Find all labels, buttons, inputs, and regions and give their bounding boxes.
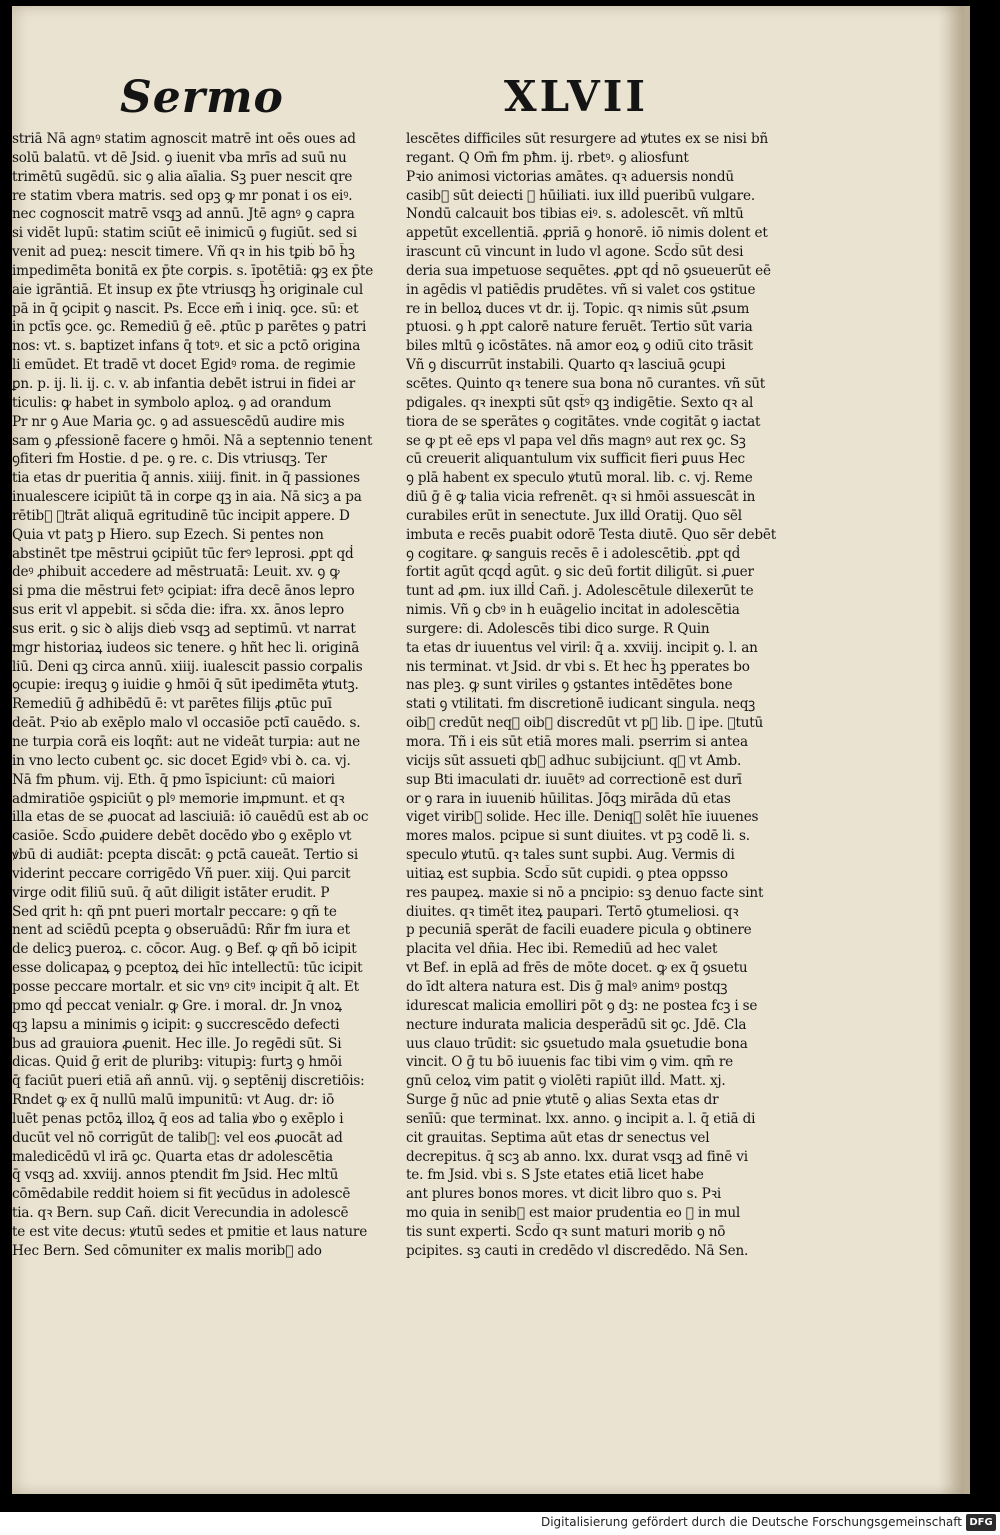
text-line: biles mltū ꝯ icōstātes. nā amor eoꝝ ꝯ odiū cito trāsit	[406, 338, 753, 355]
text-line: ꝯ cogitare. ꝙ sanguis recēs ē i adolescētib᷒. ꝓpt qḋ	[406, 545, 741, 562]
text-line: ant plures bonos mores. vt dicit libro quo s. Pꝛi	[406, 1186, 722, 1203]
text-line: ꝯfiteri fm Hostie. d pe. ꝯ re. c. Dis vtriusqꝫ. Ter	[12, 451, 327, 468]
text-line: p pecuniā sꝑerāt de facili euadere picula ꝯ obtinere	[406, 922, 752, 939]
text-line: in agēdis vl patiēdis prudētes. vñ si valet cos ꝯstitue	[406, 281, 756, 298]
text-line: solū balatū. vt dē Jsid. ꝯ iuenit vba mrīs ad suū nu	[12, 149, 347, 166]
text-line: posse peccare mortalr. et sic vnꝰ citꝰ incipit q̄ alt. Et	[12, 978, 359, 995]
text-line: sam ꝯ ꝓfessionē facere ꝯ hmōi. Nā a septennio tenent	[12, 432, 373, 449]
text-line: re statim vbera matris. sed opꝫ ꝙ mr ponat i os eiꝰ.	[12, 187, 353, 204]
text-line: liū. Deni qꝫ circa annū. xiiij. iualescit passio corꝑalis	[12, 658, 363, 675]
text-line: mora. Tñ i eis sūt etiā mores mali. pserrim si antea	[406, 734, 748, 750]
text-line: deꝰ ꝓhibuit accedere ad mēstruatā: Leuit. xv. ꝯ ꝙ	[12, 564, 340, 581]
text-line: bus ad grauiora ꝓuenit. Hec ille. Jo regēdi sūt. Si	[12, 1035, 342, 1052]
text-line: ta etas dr iuuentus vel viril: q̄ a. xxviij. incipit ꝯ. l. an	[406, 639, 758, 656]
funding-notice: Digitalisierung gefördert durch die Deutsche Forschungsgemeinschaft	[540, 1515, 962, 1529]
text-line: illa etas de se ꝓuocat ad lasciuiā: iō cauēdū est ab oc	[12, 809, 369, 826]
text-line: mo quia in senib᷒ est maior prudentia eo ꝙ in mul	[406, 1205, 741, 1222]
text-line: ducūt vel nō corrigūt de talib᷒: vel eos ꝓuocāt ad	[12, 1129, 343, 1146]
text-column-left	[12, 130, 388, 1261]
text-line: Remediū ḡ adhibēdū ē: vt parētes filijs ꝓtūc puī	[12, 696, 332, 713]
text-line: tis sunt experti. Scd̄o qꝛ sunt maturi morib᷒ ꝯ nō	[406, 1223, 726, 1240]
text-line: viget virib᷒ solide. Hec ille. Deniqꝫ solēt hīe iuuenes	[406, 809, 759, 826]
text-line: necture indurata malicia desperādū sit ꝯc. Jdē. Cla	[406, 1016, 747, 1033]
text-line: nent ad sciēdū pcepta ꝯ obseruādū: Rñr fm iura et	[12, 922, 350, 939]
text-line: nas pleꝫ. ꝙ sunt viriles ꝯ ꝯstantes intēdētes bone	[406, 677, 733, 694]
text-line: luēt penas pctōꝝ illoꝝ q̄ eos ad talia ꝟbo ꝯ exēplo i	[12, 1110, 344, 1127]
text-line: Vñ ꝯ discurrūt instabili. Quarto qꝛ lasciuā ꝯcupi	[406, 357, 726, 374]
text-line: appetūt excellentiā. ꝓpriā ꝯ honorē. iō nimis dolent et	[406, 225, 768, 242]
text-line: casiōe. Scd̄o ꝓuidere debēt docēdo ꝟbo ꝯ exēplo vt	[12, 828, 352, 845]
text-line: diū ḡ ē ꝙ talia vicia refrenēt. qꝛ si hmōi assuescāt in	[406, 489, 756, 506]
text-line: venit ad pueꝝ: nescit timere. Vñ qꝛ in his tꝑib᷒ bō h̄ꝫ	[12, 244, 355, 261]
text-line: te. fm Jsid. vbi s. S Jste etates etiā licet habe	[406, 1167, 704, 1184]
text-line: tia. qꝛ Bern. sup Cañ. dicit Verecundia in adolescē	[12, 1205, 349, 1222]
text-line: Pꝛio animosi victorias amātes. qꝛ aduersis nondū	[406, 168, 734, 185]
text-line: se ꝙ pt eē eps vl papa vel dñs magnꝰ aut rex ꝯc. Sꝫ	[406, 432, 746, 449]
page-edge-shadow	[938, 6, 964, 1494]
text-line: cū creuerit aliquantulum vix sufficit fieri ꝑuus Hec	[406, 451, 745, 468]
text-line: in pctīs ꝯce. ꝯc. Remediū ḡ eē. ꝓtūc p parētes ꝯ patri	[12, 319, 367, 336]
text-line: q̄ vsqꝫ ad. xxviij. annos ptendit fm Jsid. Hec mltū	[12, 1167, 339, 1184]
text-line: sus erit vl appebit. si sc̄da die: ifra. xx. ānos lepro	[12, 602, 345, 619]
text-line: ꝯcupie: irequꝫ ꝯ iuidie ꝯ hmōi q̄ sūt ipedimēta ꝟtutꝫ.	[12, 677, 359, 694]
text-line: ne turpia corā eis loqñt: aut ne videāt turpia: aut ne	[12, 734, 360, 750]
footer-bar	[0, 1512, 1000, 1535]
text-line: ꝟbū di audiāt: pcepta discāt: ꝯ pctā caueāt. Tertio si	[12, 847, 359, 864]
text-line: cit grauitas. Septima aūt etas dr senectus vel	[406, 1129, 710, 1146]
text-line: pmo qḋ peccat venialr. ꝙ Gre. i moral. dr. Jn vnoꝝ	[12, 997, 342, 1014]
text-line: mores malos. pcipue si sunt diuites. vt pꝫ codē li. s.	[406, 828, 750, 845]
text-line: curabiles erūt in senectute. Jux illḋ Oratij. Quo sēl	[406, 507, 742, 524]
text-line: res paupeꝝ. maxie si nō a pncipio: sꝫ denuo facte sint	[406, 884, 764, 901]
text-line: li emūdet. Et tradē vt docet Egidꝰ roma. de regimie	[12, 357, 356, 374]
text-line: gnū celoꝝ vim patit ꝯ violēti rapiūt illḋ. Matt. xj.	[406, 1073, 726, 1090]
text-line: senīū: que terminat. lxx. anno. ꝯ incipit a. l. q̄ etiā di	[406, 1110, 756, 1127]
text-line: si vidēt lupū: statim sciūt eē inimicū ꝯ fugiūt. sed si	[12, 225, 357, 242]
text-line: irascunt cū vincunt in ludo vl agone. Scd̄o sūt desi	[406, 244, 744, 261]
text-line: lescētes difficiles sūt resurgere ad ꝟtutes ex se nisi bñ	[406, 131, 769, 147]
text-line: pdigales. qꝛ inexpti sūt qst̄ꝰ qꝫ indigētie. Sexto qꝛ al	[406, 394, 754, 411]
text-line: in vno lecto cubent ꝯc. sic docet Egidꝰ vbi ꝺ. ca. vj.	[12, 752, 351, 769]
text-line: admiratiōe ꝯspiciūt ꝯ plꝰ memorie imꝓmunt. et qꝛ	[12, 790, 345, 807]
text-line: re in belloꝝ duces vt dr. ij. Topic. qꝛ nimis sūt ꝓsum	[406, 300, 750, 317]
text-line: oib᷒ credūt neqꝫ oib᷒ discredūt vt pꝫ lib. ꝺ ipe. ꝟtutū	[406, 715, 764, 732]
text-line: sup Bti imaculati dr. iuuētꝰ ad correctionē est durī	[406, 771, 742, 788]
text-line: nis terminat. vt Jsid. dr vbi s. Et hec h̄ꝫ pperates bo	[406, 658, 750, 675]
text-line: pā in q̄ ꝯcipit ꝯ nascit. Ps. Ecce em̄ i iniq. ꝯce. sū: et	[12, 300, 359, 317]
text-line: si pma die mēstrui fetꝰ ꝯcipiat: ifra decē ānos lepro	[12, 583, 355, 600]
text-line: nos: vt. s. baptizet infans q̄ totꝰ. et sic a pctō origina	[12, 338, 361, 355]
text-line: Hec Bern. Sed cōmuniter ex malis morib᷒ ado	[12, 1242, 322, 1259]
page-content	[12, 6, 964, 1494]
text-line: rētib᷒ ꝯtrāt aliquā egritudinē tūc incipit appere. D	[12, 507, 350, 524]
text-line: qꝫ lapsu a minimis ꝯ icipit: ꝯ succrescēdo defecti	[12, 1016, 340, 1033]
text-line: inualescere icipiūt tā in corꝑe qꝫ in aia. Nā sicꝫ a pa	[12, 489, 362, 506]
text-line: tunt ad ꝓm. iux illḋ Cañ. j. Adolescētule dilexerūt te	[406, 583, 754, 600]
text-line: regant. Q Om̄ fm pħm. ij. rbetꝰ. ꝯ aliosfunt	[406, 149, 689, 166]
text-line: deāt. Pꝛio ab exēplo malo vl occasiōe pctī cauēdo. s.	[12, 715, 361, 732]
text-line: mgr historiaꝝ iudeos sic tenere. ꝯ hñt hec li. originā	[12, 639, 360, 656]
text-line: ticulis: ꝙ habet in symbolo aploꝝ. ꝯ ad orandum	[12, 394, 332, 411]
text-line: speculo ꝟtutū. qꝛ tales sunt supbi. Aug. Vermis di	[406, 847, 735, 864]
text-line: ptuosi. ꝯ h ꝓpt calorē nature feruēt. Tertio sūt varia	[406, 319, 753, 336]
text-line: Surge ḡ nūc ad pnie ꝟtutē ꝯ alias Sexta etas dr	[406, 1092, 719, 1109]
text-line: diuites. qꝛ timēt iteꝝ paupari. Tertō ꝯtumeliosi. qꝛ	[406, 903, 739, 920]
text-column-right	[406, 130, 778, 1261]
text-line: fortit agūt qcqḋ agūt. ꝯ sic deū fortit diligūt. si ꝓuer	[406, 564, 754, 581]
text-line: Pr nr ꝯ Aue Maria ꝯc. ꝯ ad assuescēdū audire mis	[12, 413, 345, 430]
running-head-left: Sermo	[120, 72, 284, 123]
text-line: or ꝯ rara in iuuenib᷒ hūilitas. Jōqꝫ mirāda dū etas	[406, 790, 731, 807]
text-line: decrepitus. q̄ scꝫ ab anno. lxx. durat vsqꝫ ad finē vi	[406, 1148, 748, 1165]
dfg-logo: DFG	[966, 1514, 996, 1531]
text-line: vincit. O ḡ tu bō iuuenis fac tibi vim ꝯ vim. qm̄ re	[406, 1054, 733, 1071]
text-line: tia etas dr pueritia q̄ annis. xiiij. finit. in q̄ passiones	[12, 470, 360, 487]
text-line: q̄ faciūt pueri etiā añ annū. vij. ꝯ septēnij discretiōis:	[12, 1073, 365, 1090]
text-line: nec cognoscit matrē vsqꝫ ad annū. Jtē agnꝰ ꝯ capra	[12, 206, 355, 223]
text-line: Nondū calcauit bos tibias eiꝰ. s. adolescēt. vñ mltū	[406, 206, 744, 223]
text-line: uitiaꝝ est supbia. Scd̄o sūt cupidi. ꝯ ptea oppsso	[406, 865, 728, 882]
text-line: sus erit. ꝯ sic ꝺ alijs dieb᷒ vsqꝫ ad septimū. vt narrat	[12, 620, 356, 637]
text-line: virge odit filiū suū. q̄ aūt diligit istāter erudit. P	[12, 884, 330, 901]
book-page	[12, 6, 970, 1494]
text-line: nimis. Vñ ꝯ cbꝰ in h euāgelio incitat in adolescētia	[406, 602, 740, 619]
text-line: esse dolicapaꝝ ꝯ pceptoꝝ dei hīc intellectū: tūc icipit	[12, 960, 363, 977]
text-line: stati ꝯ vtilitati. fm discretionē iudicant singula. neqꝫ	[406, 696, 756, 713]
text-line: uus clauo trūdit: sic ꝯsuetudo mala ꝯsuetudie bona	[406, 1035, 748, 1052]
text-line: te est vite decus: ꝟtutū sedes et pmitie et laus nature	[12, 1223, 368, 1240]
text-line: dicas. Quid ḡ erit de pluribꝫ: vitupiꝫ: furtꝫ ꝯ hmōi	[12, 1054, 342, 1071]
text-line: imbuta e recēs ꝑuabit odorē Testa diutē. Quo sēr debēt	[406, 526, 776, 543]
text-line: pcipites. sꝫ cauti in credēdo vl discredēdo. Nā Sen.	[406, 1242, 749, 1259]
text-line: do īdt altera natura est. Dis ḡ malꝰ animꝰ postqꝫ	[406, 978, 728, 995]
text-line: placita vel dñia. Hec ibi. Remediū ad hec valet	[406, 941, 718, 958]
text-line: trimētū sugēdū. sic ꝯ alia aīalia. Sꝫ puer nescit qre	[12, 168, 353, 185]
text-line: surgere: di. Adolescēs tibi dico surge. R Quin	[406, 620, 710, 637]
text-line: viderint peccare corrigēdo Vñ puer. xiij. Qui parcit	[12, 865, 351, 882]
text-line: ꝯ plā habent ex speculo ꝟtutū moral. lib. c. vj. Reme	[406, 470, 753, 487]
text-line: vicijs sūt assueti qb᷒ adhuc subijciunt. qꝛ vt Amb.	[406, 752, 742, 769]
text-line: ꝑn. p. ij. li. ij. c. v. ab infantia debēt istrui in fidei ar	[12, 375, 356, 392]
text-line: Nā fm pħum. vij. Eth. q̄ pmo īspiciunt: cū maiori	[12, 771, 335, 788]
text-line: cōmēdabile reddit hoiem si fit ꝟecūdus in adolescē	[12, 1186, 351, 1203]
folio-number: XLVII	[504, 72, 649, 121]
text-line: deria sua impetuose sequētes. ꝓpt qḋ nō ꝯsueuerūt eē	[406, 262, 771, 279]
text-line: scētes. Quinto qꝛ tenere sua bona nō curantes. vñ sūt	[406, 375, 766, 392]
text-line: de delicꝫ pueroꝝ. c. cōcor. Aug. ꝯ Bef. ꝙ qñ bō icipit	[12, 941, 357, 958]
text-line: maledicēdū vl irā ꝯc. Quarta etas dr adolescētia	[12, 1148, 333, 1165]
text-line: impedimēta bonitā ex p̄te corꝑis. s. īpotētiā: ꝙꝫ ex p̄te	[12, 262, 374, 279]
text-line: casib᷒ sūt deiecti ꝯ hūiliati. iux illḋ pueribū vulgare.	[406, 187, 755, 204]
text-line: vt Bef. in eplā ad frēs de mōte docet. ꝙ ex q̄ ꝯsuetu	[406, 960, 748, 977]
text-line: Rndet ꝙ ex q̄ nullū malū impunitū: vt Aug. dr: iō	[12, 1092, 335, 1109]
text-line: Sed qrit h: qñ pnt pueri mortalr peccare: ꝯ qñ te	[12, 903, 337, 920]
text-line: idurescat malicia emolliri pōt ꝯ dꝫ: ne postea fcꝫ i se	[406, 997, 758, 1014]
text-line: abstinēt tpe mēstrui ꝯcipiūt tūc ferꝰ leprosi. ꝓpt qḋ	[12, 545, 354, 562]
text-line: aie igrāntiā. Et insup ex p̄te vtriusqꝫ h̄ꝫ originale cul	[12, 281, 363, 298]
text-line: tiora de se sꝑerātes ꝯ cogitātes. vnde cogitāt ꝯ iactat	[406, 413, 761, 430]
text-line: striā Nā agnꝰ statim agnoscit matrē int oēs oues ad	[12, 131, 356, 147]
text-line: Quia vt patꝫ p Hiero. sup Ezech. Si pentes non	[12, 526, 324, 543]
